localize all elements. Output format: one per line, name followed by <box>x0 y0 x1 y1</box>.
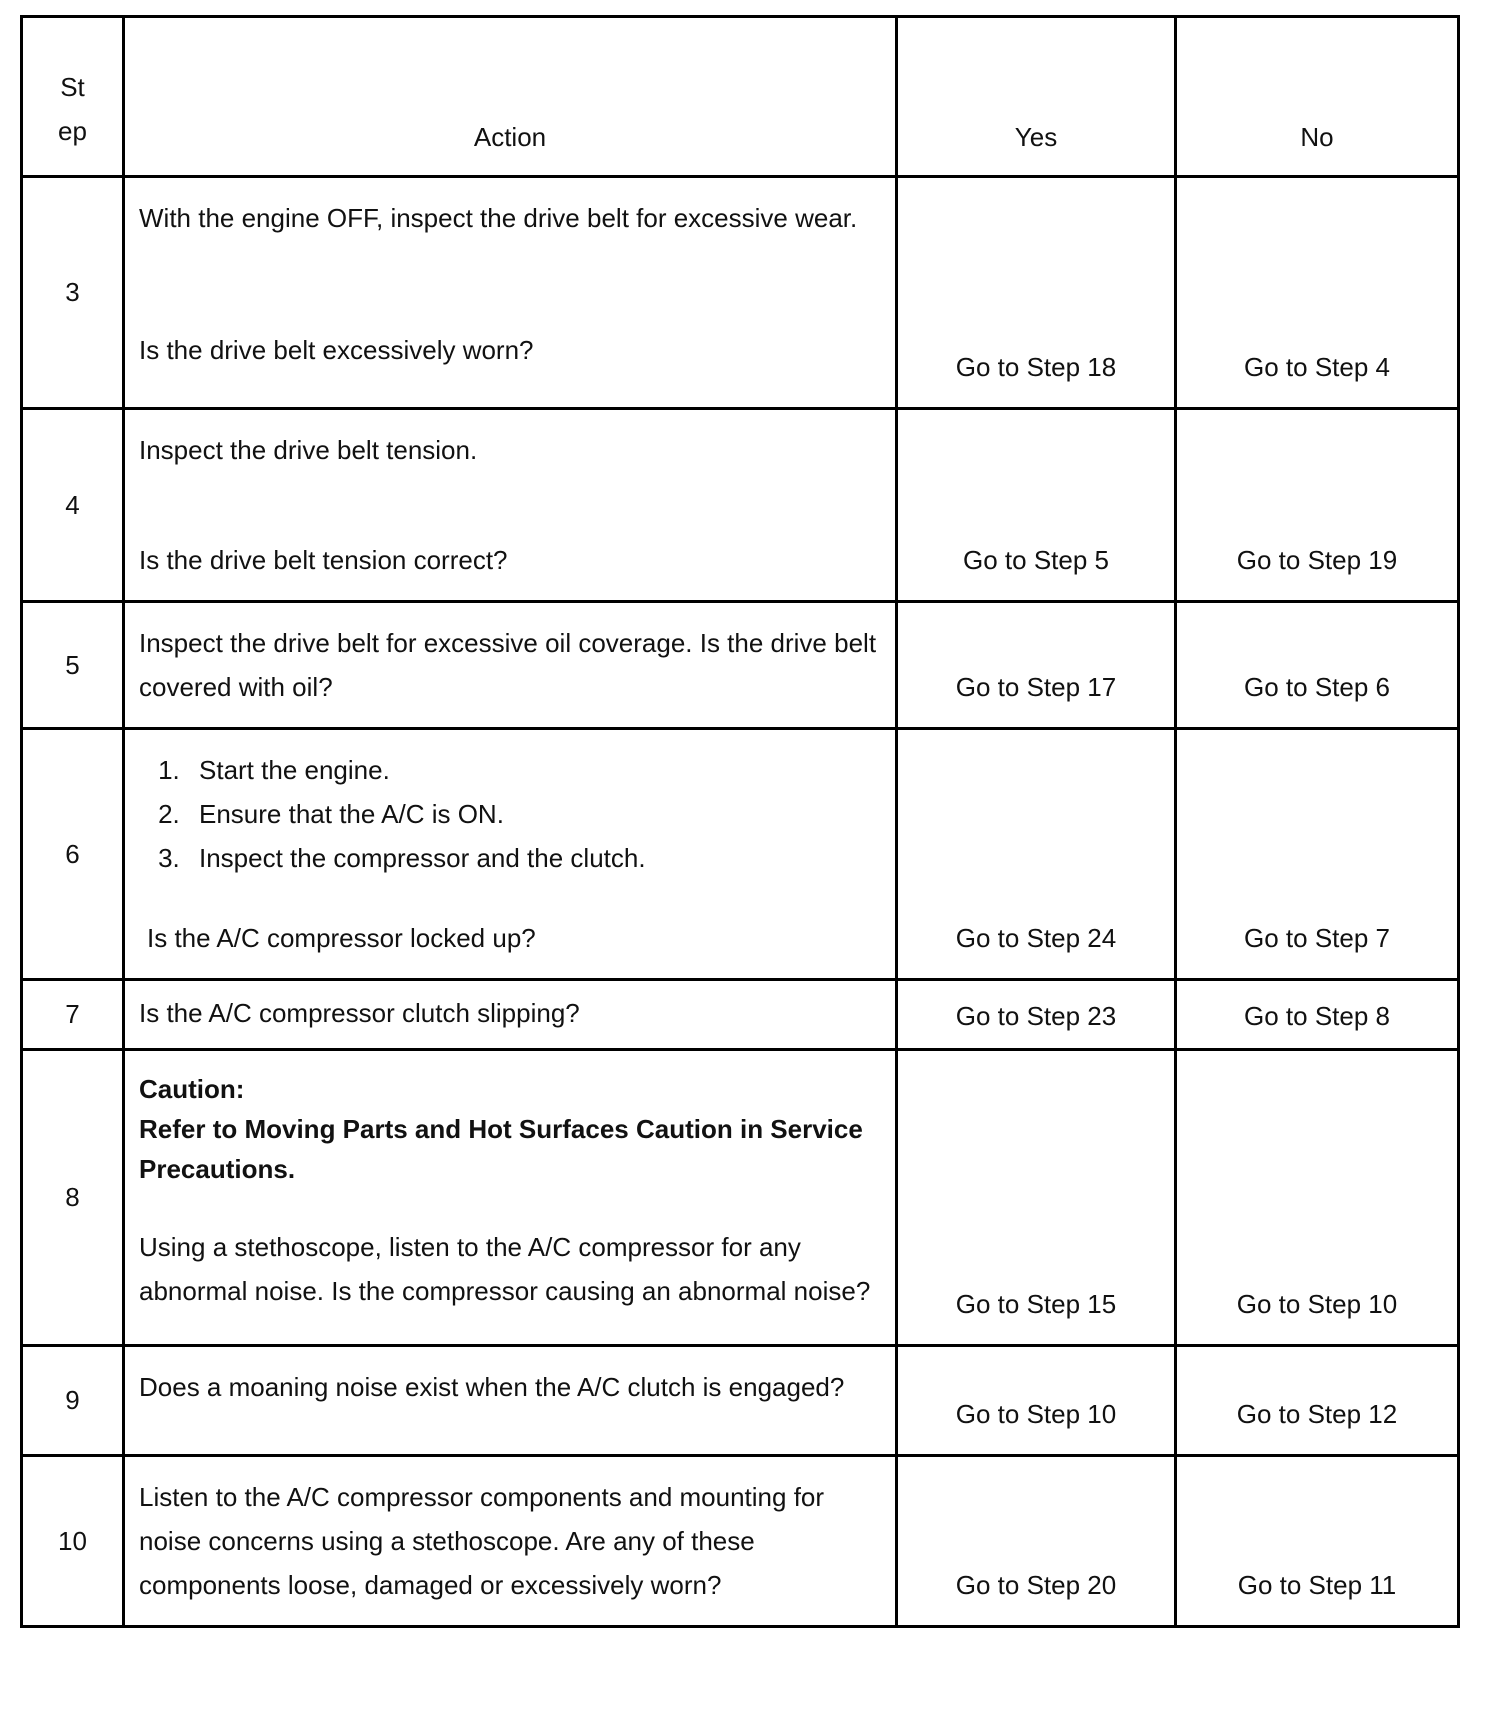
action-text: With the engine OFF, inspect the drive belt for excessive wear. <box>139 203 858 233</box>
yes-cell: Go to Step 17 <box>897 602 1176 729</box>
action-cell <box>124 729 897 980</box>
action-cell <box>124 1050 897 1346</box>
step-number: 9 <box>22 1346 124 1456</box>
step-number: 7 <box>22 980 124 1050</box>
action-header: Action <box>124 17 897 177</box>
yes-cell: Go to Step 5 <box>897 409 1176 602</box>
table-row <box>22 1050 1459 1346</box>
action-cell <box>124 602 897 729</box>
table-row <box>22 602 1459 729</box>
no-cell: Go to Step 10 <box>1176 1050 1459 1346</box>
header-row <box>22 17 1459 177</box>
yes-cell: Go to Step 18 <box>897 177 1176 409</box>
no-header: No <box>1176 17 1459 177</box>
table-row <box>22 177 1459 409</box>
action-cell <box>124 980 897 1050</box>
no-cell: Go to Step 12 <box>1176 1346 1459 1456</box>
action-text: Inspect the drive belt tension. <box>139 435 478 465</box>
table-row <box>22 980 1459 1050</box>
step-number: 10 <box>22 1456 124 1627</box>
action-cell <box>124 1456 897 1627</box>
no-cell: Go to Step 8 <box>1176 980 1459 1050</box>
step-number: 5 <box>22 602 124 729</box>
table-row <box>22 409 1459 602</box>
action-text: Inspect the drive belt for excessive oil coverage. Is the drive belt covered with oil? <box>139 628 877 702</box>
action-text: Listen to the A/C compressor components and mounting for noise concerns using a stethoscope. Are any of these components loose, damaged or excessively worn? <box>139 1482 825 1600</box>
yes-cell: Go to Step 24 <box>897 729 1176 980</box>
action-question: Is the drive belt excessively worn? <box>139 335 534 365</box>
list-item: 2. Ensure that the A/C is ON. <box>187 792 881 836</box>
action-cell <box>124 177 897 409</box>
yes-cell: Go to Step 15 <box>897 1050 1176 1346</box>
yes-cell: Go to Step 23 <box>897 980 1176 1050</box>
no-cell: Go to Step 11 <box>1176 1456 1459 1627</box>
no-cell: Go to Step 6 <box>1176 602 1459 729</box>
action-question: Is the A/C compressor locked up? <box>147 923 536 953</box>
table-row <box>22 729 1459 980</box>
step-number: 8 <box>22 1050 124 1346</box>
step-number: 3 <box>22 177 124 409</box>
no-cell: Go to Step 4 <box>1176 177 1459 409</box>
yes-header: Yes <box>897 17 1176 177</box>
step-header: St ep <box>22 17 124 177</box>
no-cell: Go to Step 19 <box>1176 409 1459 602</box>
action-cell <box>124 1346 897 1456</box>
list-item: 1. Start the engine. <box>187 748 881 792</box>
action-text: Using a stethoscope, listen to the A/C compressor for any abnormal noise. Is the compressor causing an abnormal noise? <box>139 1232 871 1306</box>
action-text: Is the A/C compressor clutch slipping? <box>139 998 580 1028</box>
diagnostic-table <box>20 15 1460 1628</box>
table-row <box>22 1346 1459 1456</box>
caution-title: Caution: <box>139 1074 245 1104</box>
step-number: 6 <box>22 729 124 980</box>
caution-text: Refer to Moving Parts and Hot Surfaces Caution in Service Precautions. <box>139 1114 863 1184</box>
action-question: Is the drive belt tension correct? <box>139 545 508 575</box>
table-row <box>22 1456 1459 1627</box>
action-cell <box>124 409 897 602</box>
no-cell: Go to Step 7 <box>1176 729 1459 980</box>
action-text: Does a moaning noise exist when the A/C clutch is engaged? <box>139 1372 845 1402</box>
yes-cell: Go to Step 20 <box>897 1456 1176 1627</box>
list-item: 3. Inspect the compressor and the clutch. <box>187 836 881 880</box>
yes-cell: Go to Step 10 <box>897 1346 1176 1456</box>
action-steps-list <box>139 748 881 880</box>
step-number: 4 <box>22 409 124 602</box>
